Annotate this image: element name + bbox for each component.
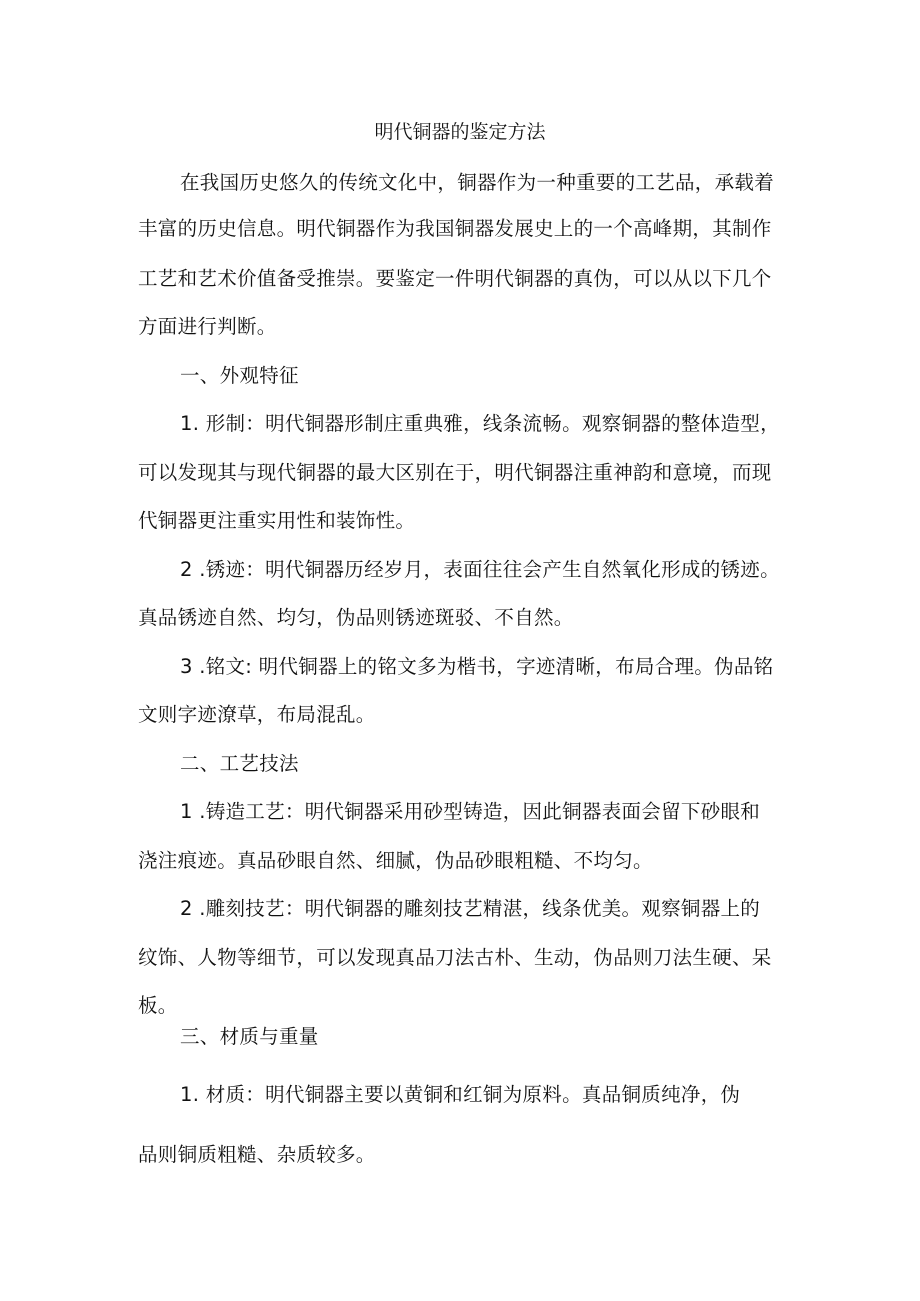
paragraph-line: 文则字迹潦草，布局混乱。 [138, 703, 376, 726]
paragraph-line: 2 .锈迹：明代铜器历经岁月，表面往往会产生自然氧化形成的锈迹。 [180, 558, 780, 581]
paragraph-line: 1. 形制：明代铜器形制庄重典雅，线条流畅。观察铜器的整体造型， [180, 412, 780, 435]
paragraph-line: 板。 [138, 994, 178, 1017]
document-title: 明代铜器的鉴定方法 [374, 121, 546, 143]
paragraph-line: 品则铜质粗糙、杂质较多。 [138, 1143, 376, 1166]
paragraph-line: 纹饰、人物等细节，可以发现真品刀法古朴、生动，伪品则刀法生硬、呆 [138, 946, 772, 969]
paragraph-line: 3 .铭文: 明代铜器上的铭文多为楷书，字迹清晰，布局合理。伪品铭 [180, 655, 774, 678]
paragraph-line: 工艺和艺术价值备受推崇。要鉴定一件明代铜器的真伪，可以从以下几个 [138, 267, 772, 290]
section-heading: 二、工艺技法 [180, 752, 299, 775]
paragraph-line: 1. 材质：明代铜器主要以黄铜和红铜为原料。真品铜质纯净，伪 [180, 1083, 741, 1106]
paragraph-line: 2 .雕刻技艺：明代铜器的雕刻技艺精湛，线条优美。观察铜器上的 [180, 897, 761, 920]
paragraph-line: 方面进行判断。 [138, 315, 277, 338]
paragraph-line: 浇注痕迹。真品砂眼自然、细腻，伪品砂眼粗糙、不均匀。 [138, 849, 653, 872]
paragraph-line: 真品锈迹自然、均匀，伪品则锈迹斑驳、不自然。 [138, 606, 574, 629]
section-heading: 一、外观特征 [180, 364, 299, 387]
paragraph-line: 代铜器更注重实用性和装饰性。 [138, 509, 416, 532]
paragraph-line: 丰富的历史信息。明代铜器作为我国铜器发展史上的一个高峰期，其制作 [138, 217, 772, 240]
paragraph-line: 1 .铸造工艺：明代铜器采用砂型铸造，因此铜器表面会留下砂眼和 [180, 800, 761, 823]
paragraph-line: 在我国历史悠久的传统文化中，铜器作为一种重要的工艺品，承载着 [180, 171, 775, 194]
paragraph-line: 可以发现其与现代铜器的最大区别在于，明代铜器注重神韵和意境，而现 [138, 461, 772, 484]
section-heading: 三、材质与重量 [180, 1025, 319, 1048]
